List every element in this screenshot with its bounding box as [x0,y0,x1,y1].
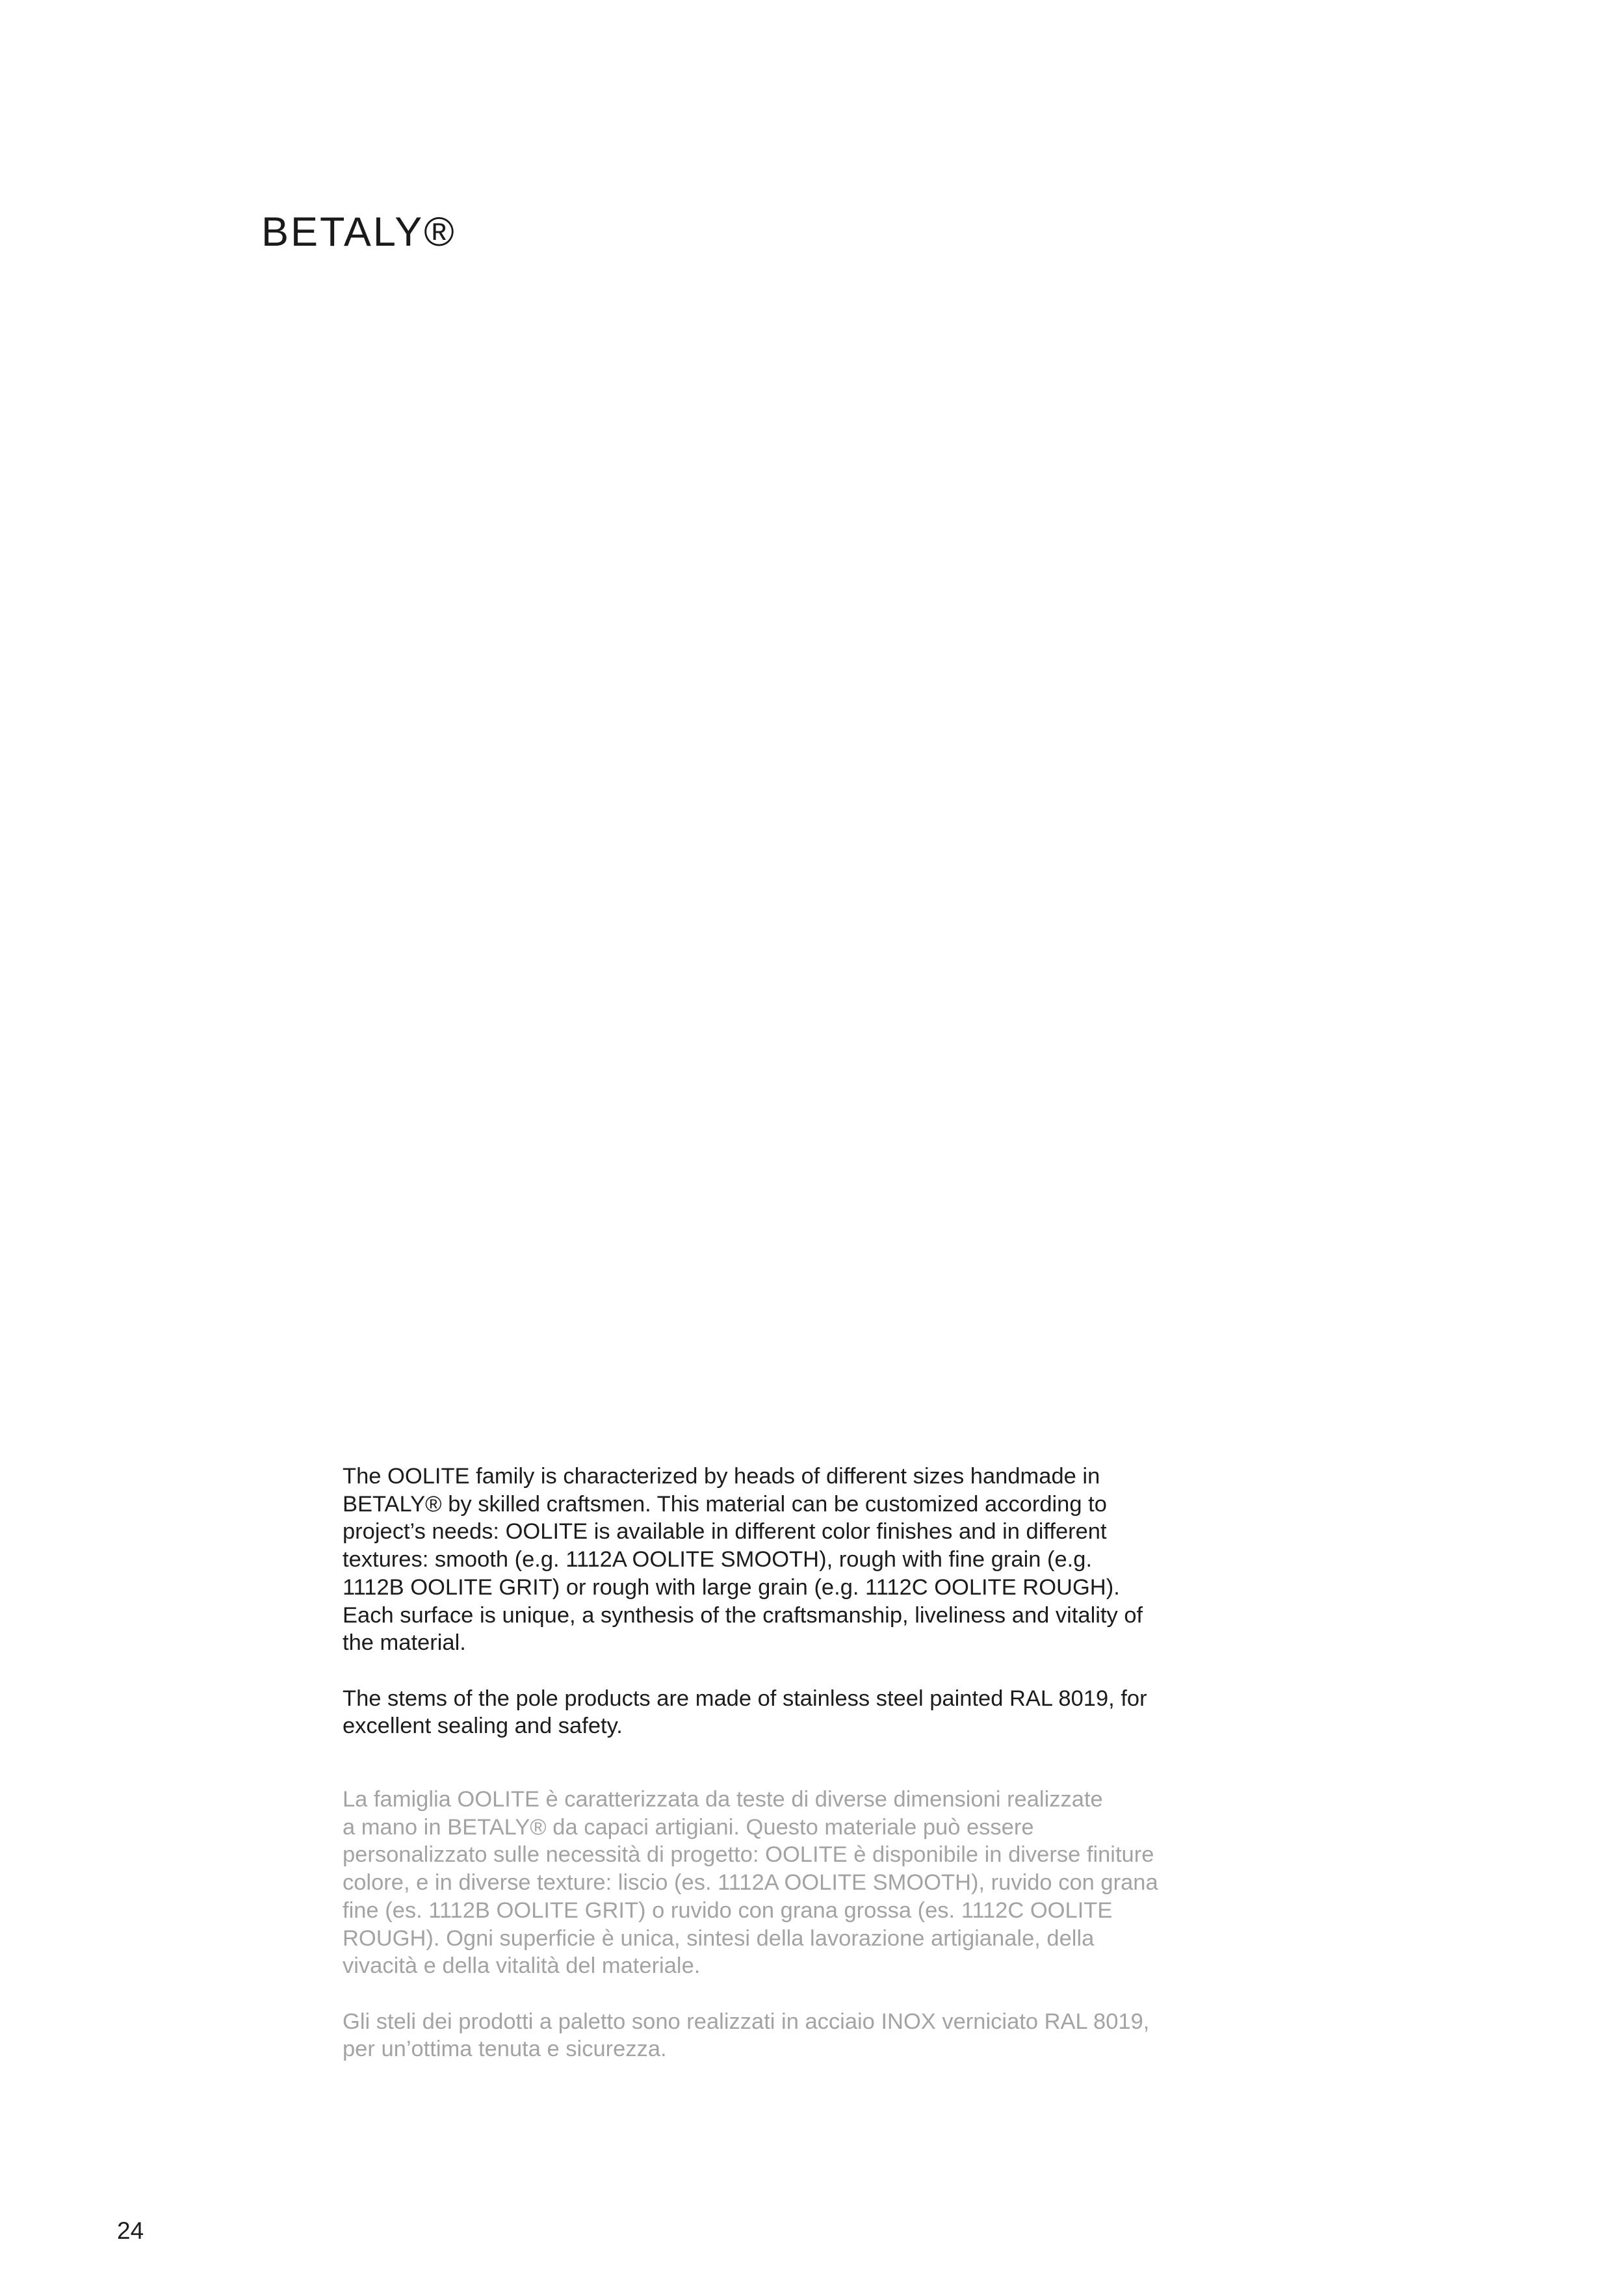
text-line: a mano in BETALY® da capaci artigiani. Questo materiale può essere [343,1814,1034,1840]
english-paragraph-2 [343,1685,1266,1740]
italian-description [343,1786,1266,2063]
english-paragraph-1 [343,1463,1266,1657]
text-line: per un’ottima tenuta e sicurezza. [343,2037,667,2062]
text-line: 1112B OOLITE GRIT) or rough with large grain (e.g. 1112C OOLITE ROUGH). [343,1574,1120,1600]
text-line: The OOLITE family is characterized by heads of different sizes handmade in [343,1464,1100,1489]
text-line: the material. [343,1630,466,1656]
text-line: The stems of the pole products are made of stainless steel painted RAL 8019, for [343,1686,1147,1711]
text-line: La famiglia OOLITE è caratterizzata da teste di diverse dimensioni realizzate [343,1787,1103,1812]
text-line: BETALY® by skilled craftsmen. This material can be customized according to [343,1491,1107,1517]
text-line: ROUGH). Ogni superficie è unica, sintesi della lavorazione artigianale, della [343,1925,1095,1951]
english-description [343,1463,1266,1740]
text-line: textures: smooth (e.g. 1112A OOLITE SMOOTH), rough with fine grain (e.g. [343,1547,1093,1572]
page-number: 24 [117,2217,144,2244]
italian-paragraph-1 [343,1786,1266,1980]
text-line: personalizzato sulle necessità di progetto: OOLITE è disponibile in diverse finiture [343,1842,1154,1868]
page-title: BETALY® [261,209,456,255]
text-line: vivacità e della vitalità del materiale. [343,1953,701,1979]
text-line: project’s needs: OOLITE is available in different color finishes and in different [343,1519,1107,1545]
text-line: Each surface is unique, a synthesis of the craftsmanship, liveliness and vitality of [343,1602,1143,1628]
text-line: colore, e in diverse texture: liscio (es. 1112A OOLITE SMOOTH), ruvido con grana [343,1870,1158,1896]
text-line: Gli steli dei prodotti a paletto sono realizzati in acciaio INOX verniciato RAL 8019, [343,2009,1150,2034]
text-line: fine (es. 1112B OOLITE GRIT) o ruvido con grana grossa (es. 1112C OOLITE [343,1898,1113,1923]
italian-paragraph-2 [343,2008,1266,2063]
text-line: excellent sealing and safety. [343,1714,623,1739]
